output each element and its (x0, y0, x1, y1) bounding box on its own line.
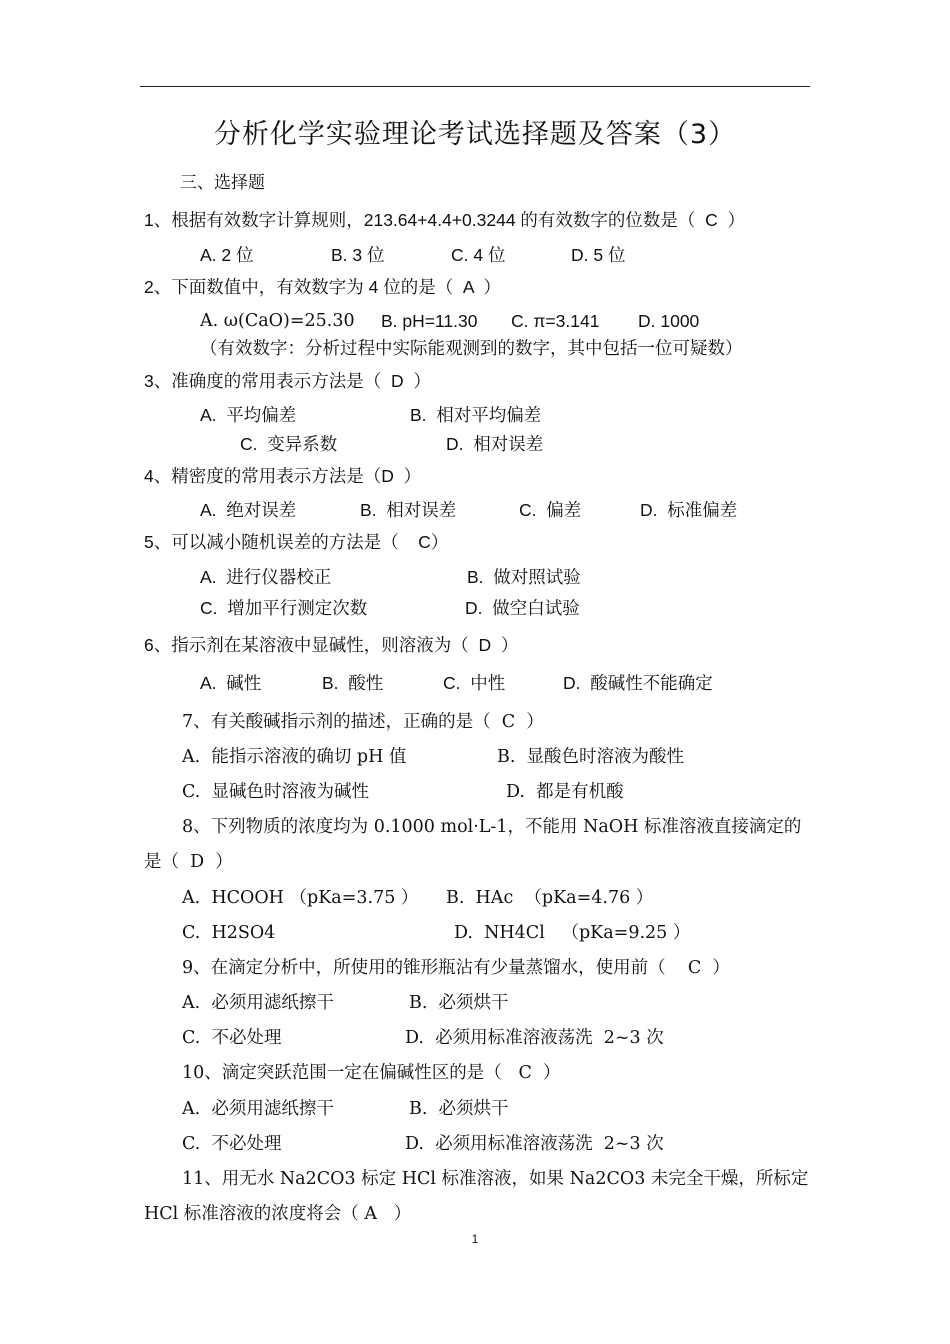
option-text: C. 增加平行测定次数 (200, 598, 368, 618)
option-text: A. 必须用滤纸擦干 (182, 993, 334, 1013)
option-text: D. 做空白试验 (465, 598, 580, 618)
option-text: C. 中性 (443, 673, 506, 693)
option-text: C. 变异系数 (240, 434, 338, 454)
option-text: D. 5 位 (571, 245, 626, 265)
option-text: C. π=3.141 (511, 311, 600, 331)
option-text: A. HCOOH （pKa=3.75 ） (182, 888, 419, 908)
question-11: 11、用无水 Na2CO3 标定 HCl 标准溶液，如果 Na2CO3 未完全干燥，所标定 (182, 1169, 809, 1189)
section-heading: 三、选择题 (180, 173, 265, 193)
question-2: 2、下面数值中，有效数字为 4 位的是（ A ） (144, 277, 501, 297)
question-5: 5、可以减小随机误差的方法是（ C） (144, 532, 449, 552)
option-text: B. 相对误差 (360, 500, 457, 520)
option-text: C. H2SO4 (182, 923, 276, 943)
option-text: A. 2 位 (200, 245, 254, 265)
option-text: D. 必须用标准溶液荡洗 2~3 次 (405, 1028, 664, 1048)
option-text: A. 必须用滤纸擦干 (182, 1099, 334, 1119)
question-10: 10、滴定突跃范围一定在偏碱性区的是（ C ） (182, 1063, 561, 1083)
question-8-continued: 是（ D ） (144, 852, 233, 872)
page-number: 1 (471, 1232, 479, 1246)
question-4: 4、精密度的常用表示方法是（D ） (144, 466, 422, 486)
page-title: 分析化学实验理论考试选择题及答案（3） (213, 119, 737, 150)
question-3: 3、准确度的常用表示方法是（ D ） (144, 371, 431, 391)
question-11-continued: HCl 标准溶液的浓度将会（ A ） (144, 1204, 412, 1224)
option-text: C. 不必处理 (182, 1028, 282, 1048)
option-text: B. HAc （pKa=4.76 ） (446, 888, 654, 908)
header-rule (140, 86, 810, 87)
option-text: C. 显碱色时溶液为碱性 (182, 782, 369, 802)
option-text: D. 必须用标准溶液荡洗 2~3 次 (405, 1134, 664, 1154)
option-text: A. 能指示溶液的确切 pH 值 (182, 747, 407, 767)
option-text: C. 偏差 (519, 500, 582, 520)
question-7: 7、有关酸碱指示剂的描述，正确的是（ C ） (182, 712, 544, 732)
option-text: B. 3 位 (331, 245, 385, 265)
option-text: B. 必须烘干 (409, 993, 509, 1013)
option-text: D. NH4Cl （pKa=9.25 ） (454, 923, 691, 943)
option-text: A. 平均偏差 (200, 405, 297, 425)
question-9: 9、在滴定分析中，所使用的锥形瓶沾有少量蒸馏水，使用前（ C ） (182, 958, 730, 978)
option-text: D. 酸碱性不能确定 (563, 673, 713, 693)
option-text: D. 1000 (638, 311, 700, 331)
option-text: C. 不必处理 (182, 1134, 282, 1154)
question-8: 8、下列物质的浓度均为 0.1000 mol·L-1，不能用 NaOH 标准溶液直接滴定的 (182, 817, 802, 837)
option-text: B. 必须烘干 (409, 1099, 509, 1119)
option-text: B. 相对平均偏差 (410, 405, 542, 425)
option-text: A. ω(CaO)=25.30 (200, 311, 355, 331)
option-text: B. 显酸色时溶液为酸性 (497, 747, 685, 767)
option-text: B. 做对照试验 (467, 567, 581, 587)
option-text: D. 标准偏差 (640, 500, 738, 520)
option-text: C. 4 位 (451, 245, 506, 265)
option-text: A. 碱性 (200, 673, 262, 693)
option-text: D. 相对误差 (446, 434, 544, 454)
note-text: （有效数字：分析过程中实际能观测到的数字，其中包括一位可疑数） (200, 339, 743, 359)
question-1: 1、根据有效数字计算规则，213.64+4.4+0.3244 的有效数字的位数是（ C ） (144, 210, 745, 230)
question-6: 6、指示剂在某溶液中显碱性，则溶液为（ D ） (144, 635, 519, 655)
option-text: A. 绝对误差 (200, 500, 297, 520)
option-text: B. pH=11.30 (381, 311, 478, 331)
option-text: A. 进行仪器校正 (200, 567, 332, 587)
option-text: D. 都是有机酸 (506, 782, 624, 802)
option-text: B. 酸性 (322, 673, 384, 693)
